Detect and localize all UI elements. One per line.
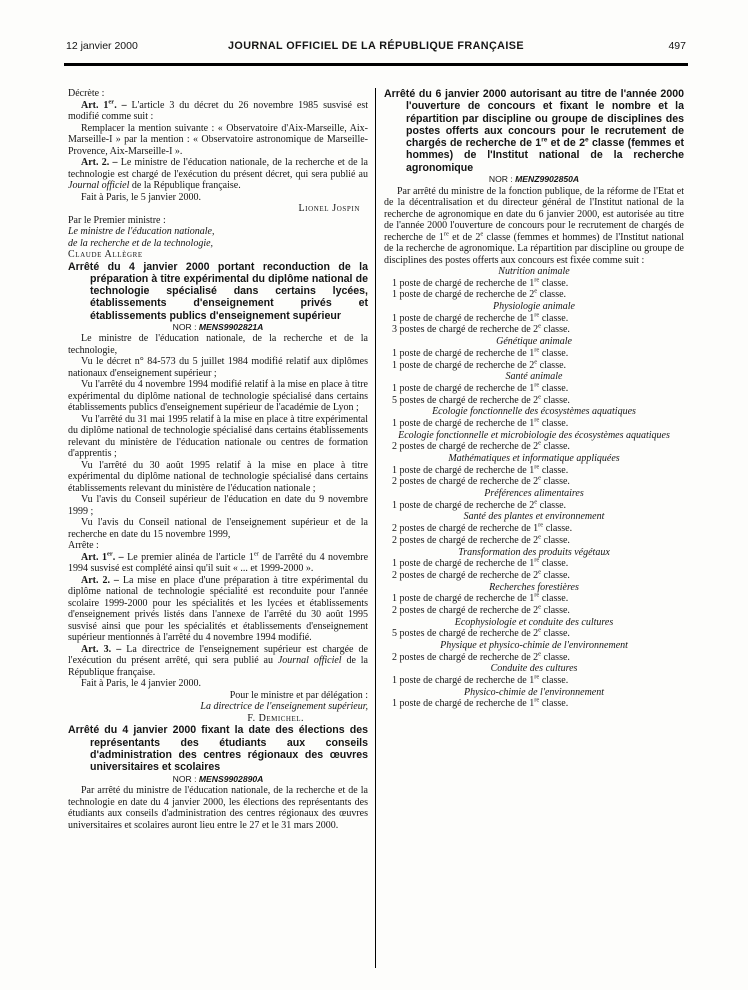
- post-line: 2 postes de chargé de recherche de 2e classe.: [392, 650, 570, 663]
- signature-title: de la recherche et de la technologie,: [68, 237, 214, 249]
- signature-title: Le ministre de l'éducation nationale,: [68, 226, 215, 237]
- paragraph: Vu l'arrêté du 30 août 1995 relatif à la mise en place à titre expérimental du diplôme national de technologie spécialisé dans certains établissements relevant du ministère de l'éducation nationale ;: [68, 459, 368, 494]
- discipline-name: Physiologie animale: [493, 301, 575, 313]
- section-heading: Arrêté du 4 janvier 2000 fixant la date des élections des représentants des étudiants aux conseils d'administration des centres régionaux des œuvres universitaires et scolaires: [68, 724, 368, 774]
- discipline-name: Préférences alimentaires: [484, 488, 584, 500]
- paragraph: Le ministre de l'éducation nationale, de la recherche et de la technologie,: [68, 333, 368, 356]
- byline: Par le Premier ministre :: [68, 214, 166, 226]
- discipline-name: Génétique animale: [496, 336, 572, 348]
- discipline-name: Ecologie fonctionnelle et microbiologie des écosystèmes aquatiques: [398, 429, 670, 441]
- page-number: 497: [668, 40, 686, 52]
- right-column: [384, 88, 684, 972]
- discipline-name: Ecologie fonctionnelle des écosystèmes aquatiques: [432, 406, 636, 418]
- discipline-name: Ecophysiologie et conduite des cultures: [454, 616, 614, 628]
- byline: Pour le ministre et par délégation :: [229, 689, 368, 701]
- discipline-name: Transformation des produits végétaux: [458, 546, 610, 558]
- decree-label: Décrète :: [68, 88, 105, 99]
- discipline-name: Recherches forestières: [489, 581, 579, 593]
- paragraph: Remplacer la mention suivante : « Observatoire d'Aix-Marseille, Aix-Marseille-I » par la mention : « Observatoire astronomique de Marseille-Provence, Aix-Marseille-I ».: [68, 122, 368, 157]
- post-line: 1 poste de chargé de recherche de 1re classe.: [392, 673, 569, 686]
- page-header: [66, 40, 686, 52]
- signature-name: Claude Allègre: [68, 249, 143, 260]
- article-paragraph: Art. 2. – Le ministre de l'éducation nationale, de la recherche et de la technologie est chargé de l'exécution du présent décret, qui sera publié au Journal officiel de la République française.: [68, 157, 368, 191]
- post-line: 1 poste de chargé de recherche de 1re classe.: [392, 696, 569, 710]
- post-line: 2 postes de chargé de recherche de 1re classe.: [392, 521, 573, 534]
- discipline-name: Santé des plantes et environnement: [463, 511, 605, 523]
- discipline-name: Physique et physico-chimie de l'environnement: [440, 640, 628, 652]
- header-rule: [64, 63, 688, 66]
- journal-title: JOURNAL OFFICIEL DE LA RÉPUBLIQUE FRANÇAISE: [228, 40, 524, 52]
- paragraph: Vu l'arrêté du 31 mai 1995 relatif à la mise en place à titre expérimental du diplôme national de technologie spécialisé dans certains établissements relevant du ministère de l'éducation nationale ou centres de formation d'apprentis ;: [68, 413, 368, 460]
- post-line: 1 poste de chargé de recherche de 1re classe.: [392, 591, 569, 605]
- article-paragraph: Art. 1er. – L'article 3 du décret du 26 novembre 1985 susvisé est modifié comme suit :: [68, 98, 368, 122]
- post-line: 2 postes de chargé de recherche de 2e classe.: [392, 603, 570, 616]
- post-line: 5 postes de chargé de recherche de 2e classe.: [392, 626, 570, 640]
- signature-title: La directrice de l'enseignement supérieur,: [200, 701, 368, 713]
- post-line: 2 postes de chargé de recherche de 2e classe.: [392, 439, 570, 453]
- post-line: 3 postes de chargé de recherche de 2e classe.: [392, 323, 570, 336]
- post-line: 1 poste de chargé de recherche de 1re classe.: [392, 556, 569, 570]
- post-line: 1 poste de chargé de recherche de 1re classe.: [392, 381, 569, 394]
- signature-name: F. Demichel.: [247, 712, 304, 724]
- article-paragraph: Art. 3. – La directrice de l'enseignement supérieur est chargée de l'exécution du présent arrêté, qui sera publié au Journal officiel de la République française.: [68, 643, 368, 678]
- nor-line: NOR : MENZ9902850A: [488, 174, 580, 185]
- discipline-name: Physico-chimie de l'environnement: [463, 686, 605, 698]
- decree-label: Arrête :: [68, 540, 99, 552]
- nor-line: NOR : MENS9902821A: [172, 321, 264, 332]
- paragraph: Par arrêté du ministre de la fonction publique, de la réforme de l'Etat et de la décentralisation et du directeur général de l'Institut national de la recherche de agronomique en date du 6 janvier 2000, est autorisée au titre de l'année 2000 l'ouverture de concours pour le recrutement de chargés de recherche de 1re et de 2e classe (femmes et hommes) de l'Institut national de la recherche de agronomique. La répartition par discipline ou groupe de disciplines des postes offerts aux concours est fixée comme suit :: [384, 185, 684, 266]
- column-divider: [375, 88, 376, 968]
- discipline-name: Conduite des cultures: [490, 663, 578, 675]
- post-line: 2 postes de chargé de recherche de 2e classe.: [392, 533, 570, 546]
- nor-line: NOR : MENS9902890A: [172, 773, 264, 784]
- post-line: 1 poste de chargé de recherche de 1re classe.: [392, 463, 569, 476]
- discipline-name: Mathématiques et informatique appliquées: [448, 453, 620, 465]
- discipline-name: Nutrition animale: [498, 266, 570, 278]
- paragraph: Fait à Paris, le 5 janvier 2000.: [81, 191, 201, 203]
- article-paragraph: Art. 1er. – Le premier alinéa de l'article 1er de l'arrêté du 4 novembre 1994 susvisé est complété ainsi qu'il suit « ... et 1999-2000 ».: [68, 550, 369, 575]
- section-heading: Arrêté du 4 janvier 2000 portant reconduction de la préparation à titre expérimental du diplôme national de technologie spécialisé dans certains lycées, établissements d'enseignement privés et établissements publics d'enseignement supérieur: [68, 260, 368, 322]
- left-column: [68, 88, 368, 972]
- post-line: 1 poste de chargé de recherche de 1re classe.: [392, 416, 569, 429]
- signature-name: Lionel Jospin: [298, 203, 360, 214]
- paragraph: Par arrêté du ministre de l'éducation nationale, de la recherche et de la technologie en date du 4 janvier 2000, les élections des représentants des étudiants aux conseils d'administration des centres régionaux des œuvres universitaires et scolaires auront lieu entre le 27 et le 31 mars 2000.: [68, 785, 368, 831]
- text-columns: [68, 88, 684, 972]
- paragraph: Vu l'avis du Conseil national de l'enseignement supérieur et de la recherche en date du 15 novembre 1999,: [68, 517, 368, 540]
- post-line: 1 poste de chargé de recherche de 2e classe.: [392, 498, 567, 511]
- header-date: 12 janvier 2000: [66, 40, 138, 52]
- article-paragraph: Art. 2. – La mise en place d'une préparation à titre expérimental du diplôme national de technologie spécialité est reconduite pour l'année scolaire 1999-2000 pour les spécialités et les lycées et établissements d'enseignement privés listés dans l'annexe de l'arrêté du 30 août 1995 susvisé ainsi que pour les spécialités et établissements d'enseignement supérieur mentionnés à l'arrêté du 4 novembre 1994 modifié.: [68, 574, 368, 644]
- paragraph: Vu l'avis du Conseil supérieur de l'éducation en date du 9 novembre 1999 ;: [68, 494, 368, 517]
- paragraph: Vu le décret n° 84-573 du 5 juillet 1984 modifié relatif aux diplômes nationaux d'enseignement supérieur ;: [68, 356, 368, 379]
- post-line: 5 postes de chargé de recherche de 2e classe.: [392, 393, 570, 406]
- paragraph: Fait à Paris, le 4 janvier 2000.: [81, 678, 201, 690]
- post-line: 2 postes de chargé de recherche de 2e classe.: [392, 568, 570, 581]
- post-line: 1 poste de chargé de recherche de 1re classe.: [392, 311, 569, 324]
- section-heading: Arrêté du 6 janvier 2000 autorisant au titre de l'année 2000 l'ouverture de concours et fixant le nombre et la répartition par discipline ou groupe de disciplines des postes offerts aux concours pour le recrutement de chargés de recherche de 1re et de 2e classe (femmes et hommes) de l'Institut national de la recherche agronomique: [384, 88, 684, 174]
- post-line: 1 poste de chargé de recherche de 2e classe.: [392, 358, 567, 371]
- paragraph: Vu l'arrêté du 4 novembre 1994 modifié relatif à la mise en place à titre expérimental du diplôme national de technologie spécialisé dans certains établissements publics d'enseignement supérieur de l'académie de Lyon ;: [68, 379, 368, 414]
- post-line: 1 poste de chargé de recherche de 1re classe.: [392, 346, 569, 359]
- post-line: 1 poste de chargé de recherche de 1re classe.: [392, 276, 569, 289]
- discipline-name: Santé animale: [505, 371, 563, 383]
- post-line: 2 postes de chargé de recherche de 2e classe.: [392, 475, 570, 488]
- post-line: 1 poste de chargé de recherche de 2e classe.: [392, 288, 567, 301]
